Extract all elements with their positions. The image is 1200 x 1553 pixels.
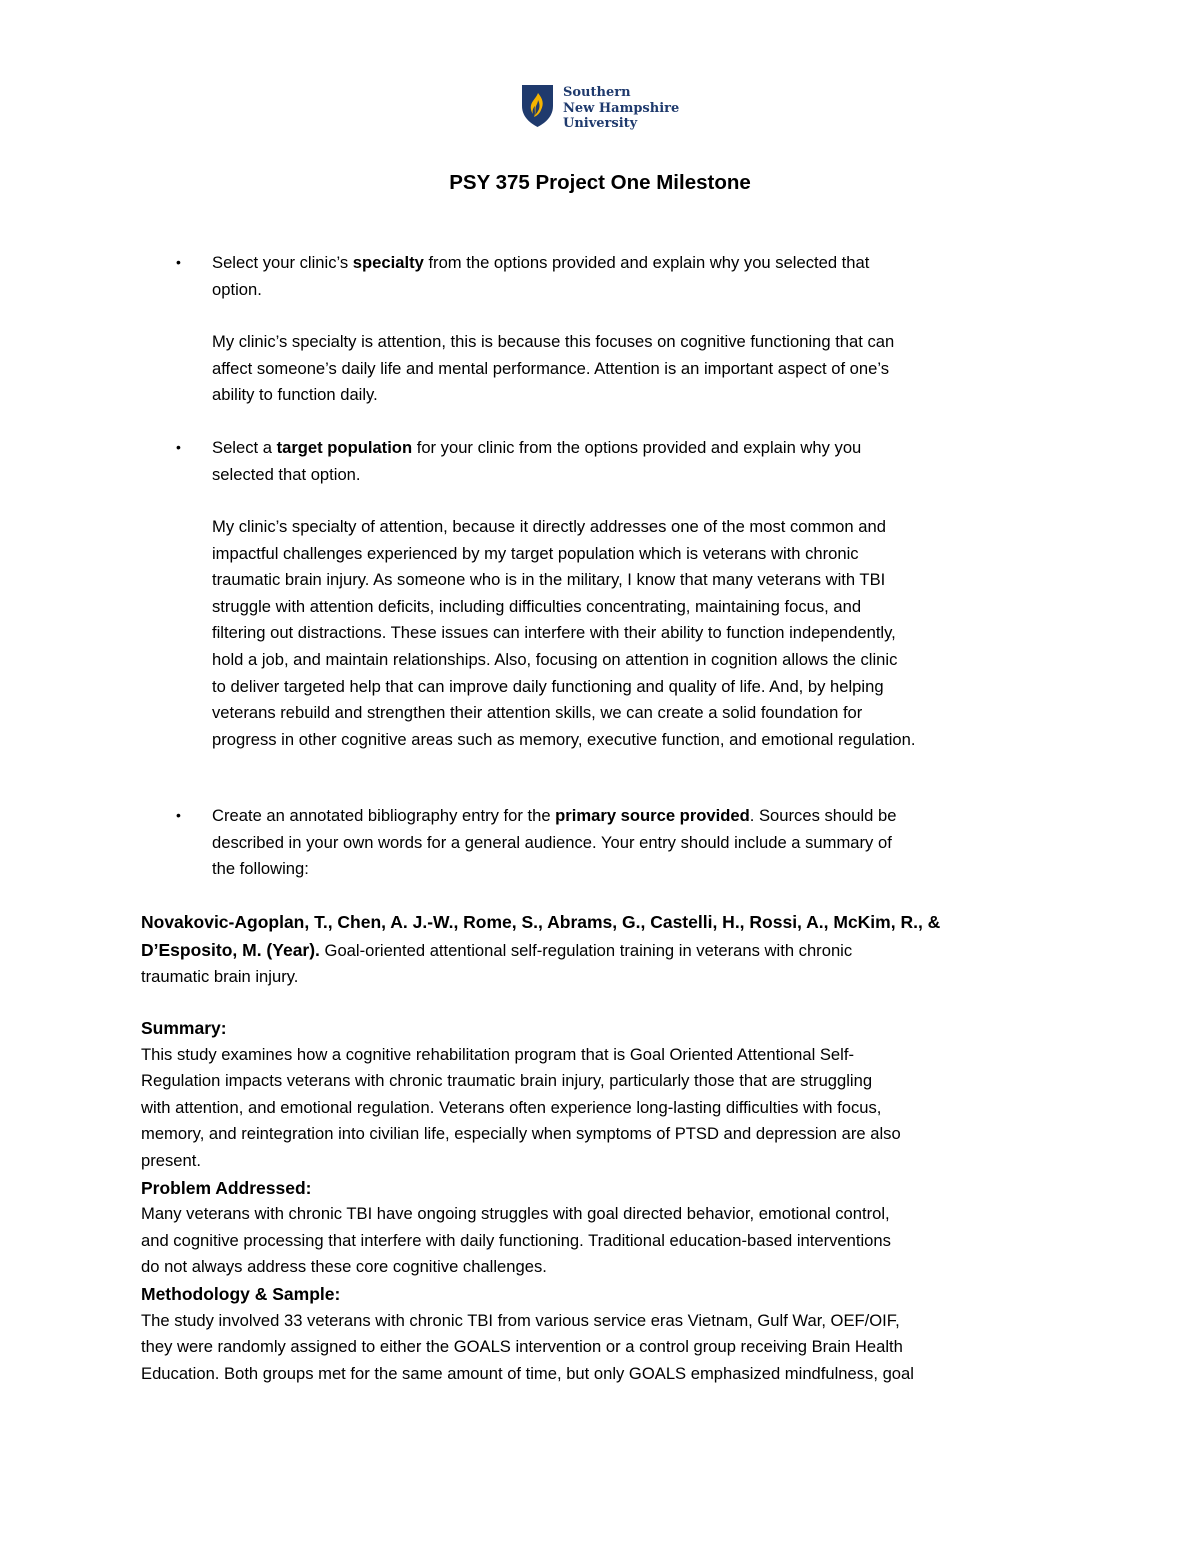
shield-flame-icon xyxy=(521,84,554,128)
answer-target-population xyxy=(212,514,1082,753)
bullet-marker: • xyxy=(176,254,181,270)
answer-line: hold a job, and maintain relationships. Also, focusing on attention in cognition allows the clinic xyxy=(212,649,898,669)
section-line: they were randomly assigned to either the GOALS intervention or a control group receiving Brain Health xyxy=(141,1337,903,1357)
logo-line: University xyxy=(563,116,638,131)
section-line: This study examines how a cognitive rehabilitation program that is Goal Oriented Attentional Self- xyxy=(141,1044,854,1064)
answer-line: impactful challenges experienced by my target population which is veterans with chronic xyxy=(212,543,859,563)
citation-line: Novakovic-Agoplan, T., Chen, A. J.-W., Rome, S., Abrams, G., Castelli, H., Rossi, A., McKim, R., & xyxy=(141,912,941,932)
bullet-marker: • xyxy=(176,439,181,455)
logo-line: Southern xyxy=(563,85,631,100)
section-heading: Problem Addressed: xyxy=(141,1177,312,1198)
answer-line: progress in other cognitive areas such as memory, executive function, and emotional regulation. xyxy=(212,729,916,749)
section-line: present. xyxy=(141,1150,201,1170)
section-line: do not always address these core cognitive challenges. xyxy=(141,1257,547,1277)
university-name xyxy=(563,85,679,132)
section-line: and cognitive processing that interfere with daily functioning. Traditional education-based interventions xyxy=(141,1230,891,1250)
answer-line: struggle with attention deficits, including difficulties concentrating, maintaining focus, and xyxy=(212,596,862,616)
answer-specialty xyxy=(212,329,1082,409)
logo-line: New Hampshire xyxy=(563,100,680,116)
summary-section xyxy=(141,1015,1071,1387)
section-heading: Methodology & Sample: xyxy=(141,1283,341,1304)
answer-line: veterans rebuild and strengthen their attention skills, we can create a solid foundation for xyxy=(212,703,863,723)
citation-line: traumatic brain injury. xyxy=(141,967,299,987)
question-line: selected that option. xyxy=(212,464,361,484)
question-line: Select a target population for your clinic from the options provided and explain why you xyxy=(212,438,862,457)
section-line: with attention, and emotional regulation. Veterans often experience long-lasting difficulties with focus, xyxy=(141,1097,882,1117)
answer-line: ability to function daily. xyxy=(212,385,378,405)
question-line: the following: xyxy=(212,859,309,879)
answer-line: My clinic’s specialty of attention, because it directly addresses one of the most common and xyxy=(212,517,886,536)
question-target-population xyxy=(212,435,1082,488)
section-line: Education. Both groups met for the same amount of time, but only GOALS emphasized mindfulness, goal xyxy=(141,1363,914,1383)
question-line: Select your clinic’s specialty from the options provided and explain why you selected that xyxy=(212,253,870,272)
answer-line: My clinic’s specialty is attention, this is because this focuses on cognitive functioning that can xyxy=(212,332,895,351)
question-bibliography xyxy=(212,803,1082,883)
citation-line: D’Esposito, M. (Year). Goal-oriented attentional self-regulation training in veterans with chronic xyxy=(141,939,853,960)
section-line: The study involved 33 veterans with chronic TBI from various service eras Vietnam, Gulf War, OEF/OIF, xyxy=(141,1310,900,1330)
answer-line: traumatic brain injury. As someone who is in the military, I know that many veterans with TBI xyxy=(212,570,886,590)
bullet-marker: • xyxy=(176,807,181,823)
answer-line: to deliver targeted help that can improve daily functioning and quality of life. And, by helping xyxy=(212,676,884,696)
question-specialty xyxy=(212,250,1082,303)
answer-line: affect someone’s daily life and mental performance. Attention is an important aspect of one’s xyxy=(212,358,890,378)
question-line: Create an annotated bibliography entry for the primary source provided. Sources should be xyxy=(212,806,897,825)
section-heading: Summary: xyxy=(141,1018,227,1038)
section-line: Many veterans with chronic TBI have ongoing struggles with goal directed behavior, emotional control, xyxy=(141,1204,890,1224)
answer-line: filtering out distractions. These issues can interfere with their ability to function independently, xyxy=(212,623,896,643)
section-line: memory, and reintegration into civilian life, especially when symptoms of PTSD and depression are also xyxy=(141,1124,901,1144)
section-line: Regulation impacts veterans with chronic traumatic brain injury, particularly those that are struggling xyxy=(141,1071,873,1091)
question-line: described in your own words for a general audience. Your entry should include a summary of xyxy=(212,832,892,852)
citation xyxy=(141,909,1071,991)
document-title: PSY 375 Project One Milestone xyxy=(449,171,751,194)
university-logo xyxy=(521,84,679,132)
question-line: option. xyxy=(212,279,262,299)
